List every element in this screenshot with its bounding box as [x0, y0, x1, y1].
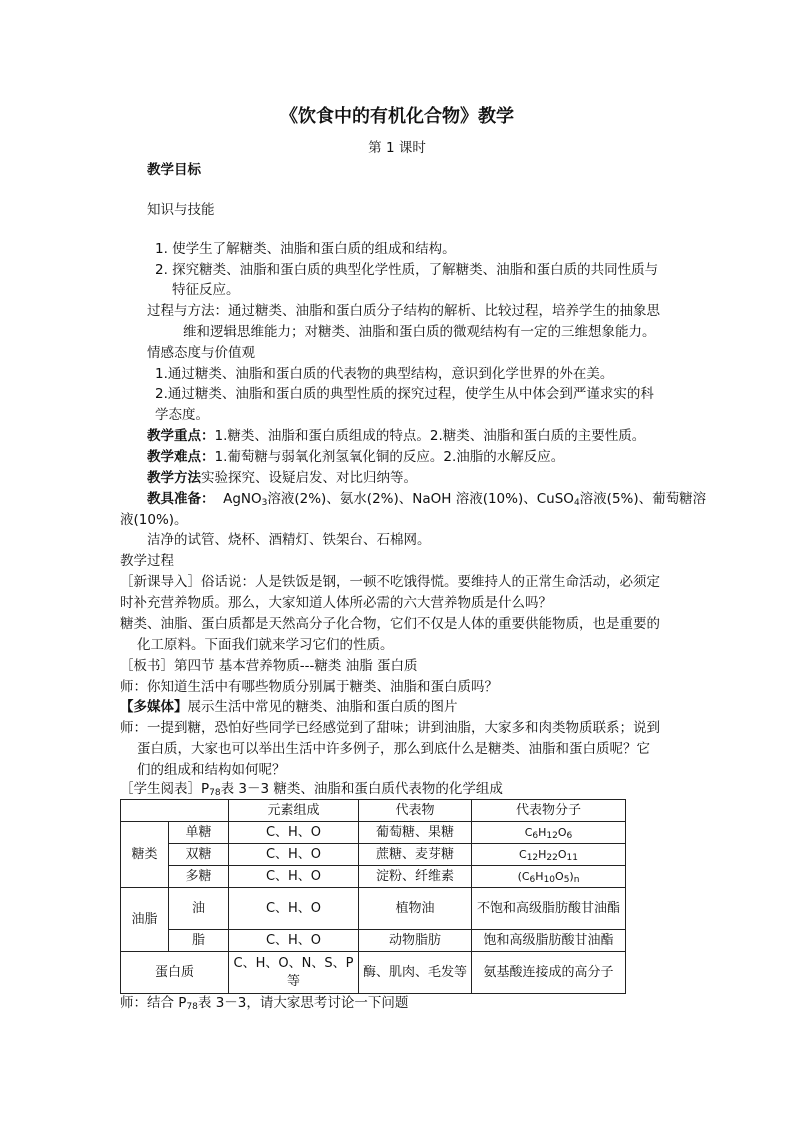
- fat-category: 油脂: [121, 888, 169, 952]
- equipment: 教具准备： AgNO$_3$溶液(2%)、氨水(2%)、NaOH 溶液(10%)、CuSO$_4$溶液(5%)、葡萄糖溶: [147, 491, 707, 508]
- key-points: 教学重点：1.糖类、油脂和蛋白质组成的特点。2.糖类、油脂和蛋白质的主要性质。: [147, 428, 646, 444]
- table-row: 蛋白质 C、H、O、N、S、P 等 酶、肌肉、毛发等 氨基酸连接成的高分子: [121, 952, 626, 994]
- multimedia-note: 【多媒体】展示生活中常见的糖类、油脂和蛋白质的图片: [120, 699, 458, 715]
- table-row: 油脂 油 C、H、O 植物油 不饱和高级脂肪酸甘油酯: [121, 888, 626, 930]
- teacher-talk: 师：一提到糖，恐怕好些同学已经感觉到了甜味；讲到油脂，大家多和肉类物质联系；说到: [120, 720, 660, 736]
- process-heading: 教学过程: [120, 553, 174, 569]
- process-method-cont: 维和逻辑思维能力；对糖类、油脂和蛋白质的微观结构有一定的三维想象能力。: [183, 324, 656, 340]
- knowledge-item-2-cont: 特征反应。: [172, 282, 240, 298]
- teacher-question: 师：你知道生活中有哪些物质分别属于糖类、油脂和蛋白质吗？: [120, 679, 498, 695]
- objectives-heading: 教学目标: [147, 162, 201, 178]
- intro-paragraph: ［新课导入］俗话说：人是铁饭是钢，一顿不吃饿得慌。要维持人的正常生命活动，必须定: [120, 574, 660, 590]
- teacher-talk-cont-1: 蛋白质，大家也可以举出生活中许多例子，那么到底什么是糖类、油脂和蛋白质呢？它: [137, 741, 650, 757]
- teaching-methods: 教学方法实验探究、设疑启发、对比归纳等。: [147, 470, 417, 486]
- protein-category: 蛋白质: [121, 952, 229, 994]
- process-method: 过程与方法：通过糖类、油脂和蛋白质分子结构的解析、比较过程，培养学生的抽象思: [147, 303, 660, 319]
- attitude-heading: 情感态度与价值观: [147, 345, 255, 361]
- cuso4-formula: CuSO$_4$: [536, 491, 580, 508]
- polymer-paragraph: 糖类、油脂、蛋白质都是天然高分子化合物，它们不仅是人体的重要供能物质，也是重要的: [120, 616, 660, 632]
- knowledge-heading: 知识与技能: [147, 202, 215, 218]
- formula-disaccharide: $C_{12}H_{22}O_{11}$: [472, 844, 626, 866]
- table-row: 脂 C、H、O 动物脂肪 饱和高级脂肪酸甘油酯: [121, 930, 626, 952]
- equipment-tools: 洁净的试管、烧杯、酒精灯、铁架台、石棉网。: [147, 532, 431, 548]
- intro-paragraph-cont: 时补充营养物质。那么，大家知道人体所必需的六大营养物质是什么吗？: [120, 595, 552, 611]
- table-row: 双糖 C、H、O 蔗糖、麦芽糖 $C_{12}H_{22}O_{11}$: [121, 844, 626, 866]
- lesson-number: 第 1 课时: [368, 140, 426, 156]
- header-elements: 元素组成: [229, 800, 359, 822]
- attitude-item-2-cont: 学态度。: [155, 407, 209, 423]
- page-ref: $P_{78}$: [178, 995, 198, 1012]
- discussion-prompt: 师：结合 $P_{78}$表 3－3，请大家思考讨论一下问题: [120, 995, 409, 1012]
- table-caption: ［学生阅表$]P_{78}$表 3－3 糖类、油脂和蛋白质代表物的化学组成: [120, 781, 503, 798]
- equipment-cont: 液(10%)。: [120, 512, 188, 528]
- table-row: 糖类 单糖 C、H、O 葡萄糖、果糖 $C_6H_{12}O_6$: [121, 822, 626, 844]
- teacher-talk-cont-2: 们的组成和结构如何呢？: [137, 762, 286, 778]
- composition-table: [120, 799, 626, 994]
- sugar-category: 糖类: [121, 822, 169, 888]
- formula-polysaccharide: $(C_6H_{10}O_5)_n$: [472, 866, 626, 888]
- page-ref: $P_{78}$: [201, 781, 221, 798]
- board-note: ［板书］第四节 基本营养物质---糖类 油脂 蛋白质: [120, 658, 418, 674]
- attitude-item-2: 2.通过糖类、油脂和蛋白质的典型性质的探究过程，使学生从中体会到严谨求实的科: [155, 386, 654, 402]
- header-molecule: 代表物分子: [472, 800, 626, 822]
- table-row: 多糖 C、H、O 淀粉、纤维素 $(C_6H_{10}O_5)_n$: [121, 866, 626, 888]
- header-representative: 代表物: [359, 800, 472, 822]
- difficulties: 教学难点：1.葡萄糖与弱氧化剂氢氧化铜的反应。2.油脂的水解反应。: [147, 449, 565, 465]
- agno3-formula: AgNO$_3$: [223, 491, 268, 508]
- attitude-item-1: 1.通过糖类、油脂和蛋白质的代表物的典型结构，意识到化学世界的外在美。: [155, 366, 614, 382]
- knowledge-item-2: 2. 探究糖类、油脂和蛋白质的典型化学性质，了解糖类、油脂和蛋白质的共同性质与: [155, 262, 659, 278]
- knowledge-item-1: 1. 使学生了解糖类、油脂和蛋白质的组成和结构。: [155, 241, 456, 257]
- formula-monosaccharide: $C_6H_{12}O_6$: [472, 822, 626, 844]
- polymer-paragraph-cont: 化工原料。下面我们就来学习它们的性质。: [137, 637, 394, 653]
- table-header-row: [121, 800, 626, 822]
- page-title: 《饮食中的有机化合物》教学: [280, 106, 514, 127]
